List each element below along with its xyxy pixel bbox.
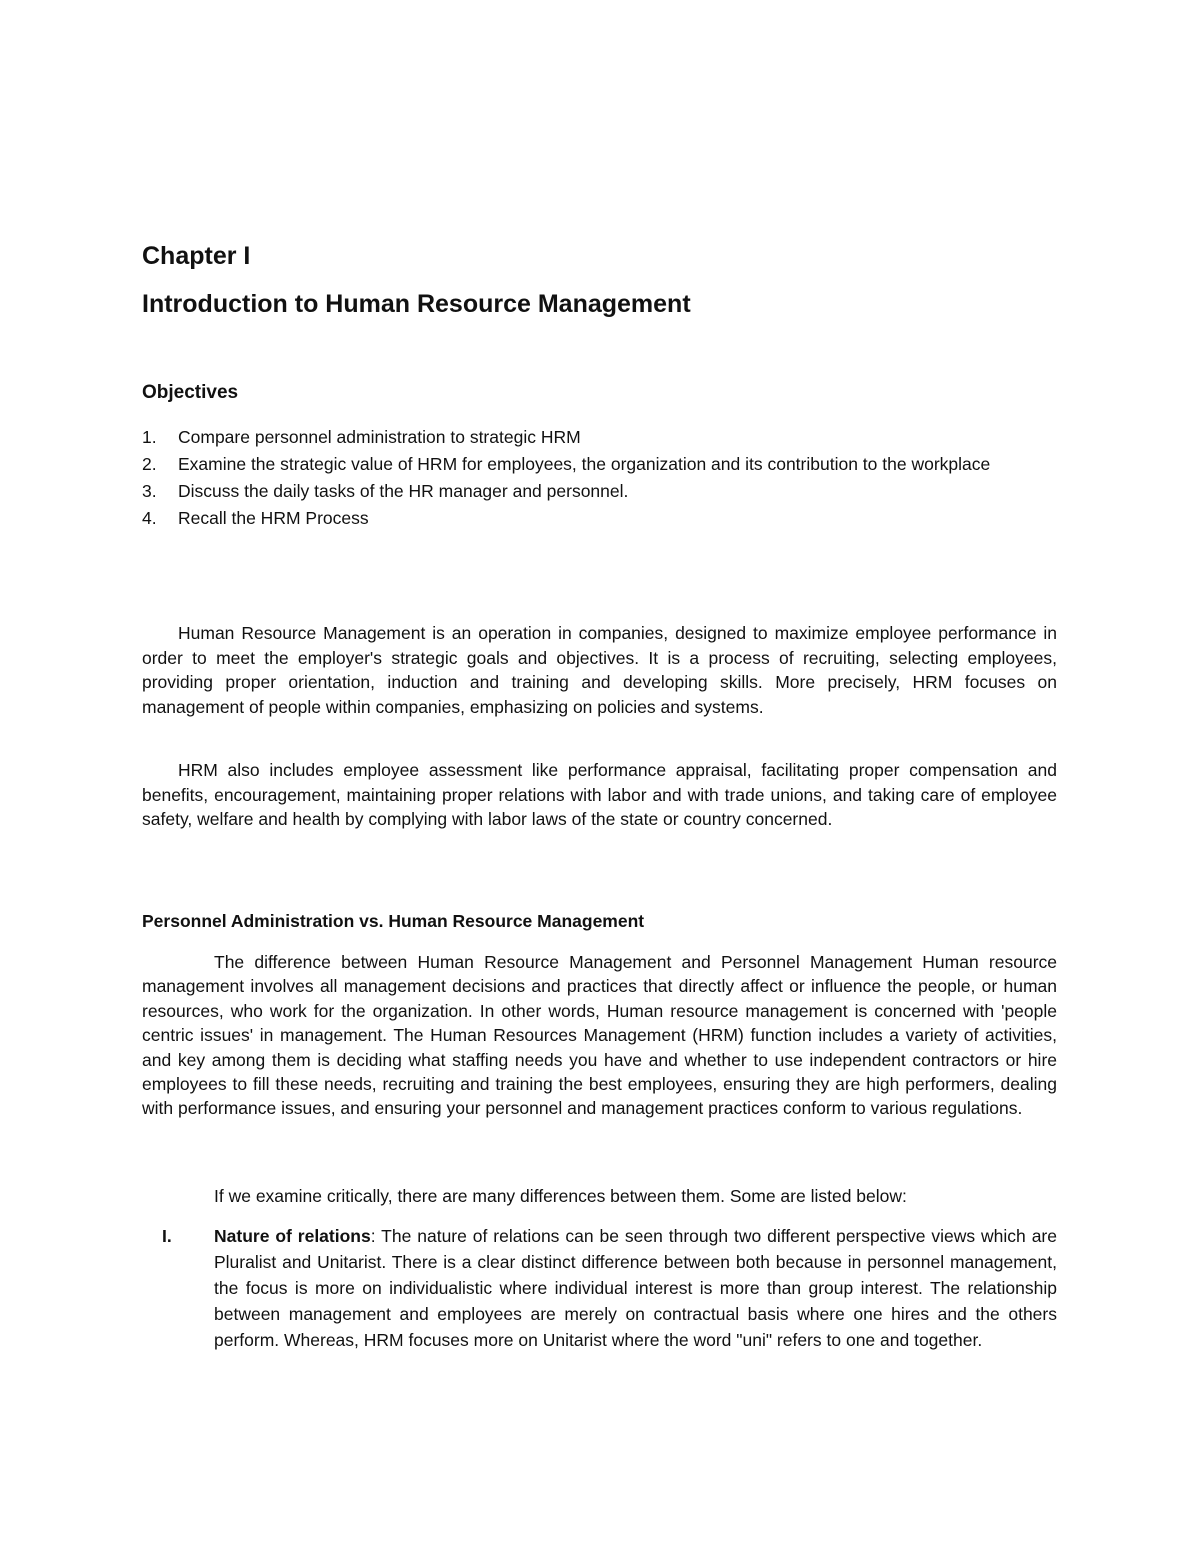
difference-number: I.	[162, 1226, 172, 1246]
objective-number: 4.	[142, 508, 157, 528]
section-paragraph: The difference between Human Resource Management and Personnel Management Human resource management involves all management decisions and practices that directly affect or influence the people, or human resources, who work for the organization. In other words, Human resource management is concerned with 'people centric issues' in management. The Human Resources Management (HRM) function includes a variety of activities, and key among them is deciding what staffing needs you have and whether to use independent contractors or hire employees to fill these needs, recruiting and training the best employees, ensuring they are high performers, dealing with performance issues, and ensuring your personnel and management practices conform to various regulations.	[142, 952, 1057, 1119]
objective-text: Compare personnel administration to strategic HRM	[178, 427, 581, 447]
difference-text: : The nature of relations can be seen through two different perspective views which are Pluralist and Unitarist. There is a clear distinct difference between both because in personnel management, the focus is more on individualistic where individual interest is more than group interest. The relationship between management and employees are merely on contractual basis where one hires and the others perform. Whereas, HRM focuses more on Unitarist where the word "uni" refers to one and together.	[214, 1226, 1057, 1350]
objective-text: Recall the HRM Process	[178, 508, 369, 528]
objectives-heading: Objectives	[142, 382, 239, 403]
objective-number: 1.	[142, 427, 157, 447]
intro-paragraph: HRM also includes employee assessment like performance appraisal, facilitating proper compensation and benefits, encouragement, maintaining proper relations with labor and with trade unions, and taking care of employee safety, welfare and health by complying with labor laws of the state or country concerned.	[142, 760, 1057, 829]
objective-item	[142, 451, 1062, 477]
chapter-title: Introduction to Human Resource Management	[142, 290, 691, 318]
section-paragraph: If we examine critically, there are many differences between them. Some are listed below:	[214, 1186, 907, 1206]
chapter-heading: Chapter I	[142, 242, 251, 270]
objective-text: Examine the strategic value of HRM for employees, the organization and its contribution to the workplace	[178, 454, 991, 474]
objective-number: 3.	[142, 481, 157, 501]
differences-list	[162, 1223, 1057, 1353]
objective-item	[142, 478, 1062, 504]
objective-text: Discuss the daily tasks of the HR manager and personnel.	[178, 481, 629, 501]
objective-number: 2.	[142, 454, 157, 474]
difference-term: Nature of relations	[214, 1226, 371, 1246]
difference-item	[162, 1223, 1057, 1353]
objective-item	[142, 505, 1062, 531]
section-heading: Personnel Administration vs. Human Resource Management	[142, 911, 645, 931]
objective-item	[142, 424, 1062, 450]
intro-paragraph: Human Resource Management is an operation in companies, designed to maximize employee performance in order to meet the employer's strategic goals and objectives. It is a process of recruiting, selecting employees, providing proper orientation, induction and training and developing skills. More precisely, HRM focuses on management of people within companies, emphasizing on policies and systems.	[142, 623, 1057, 717]
objectives-list	[142, 424, 1062, 532]
